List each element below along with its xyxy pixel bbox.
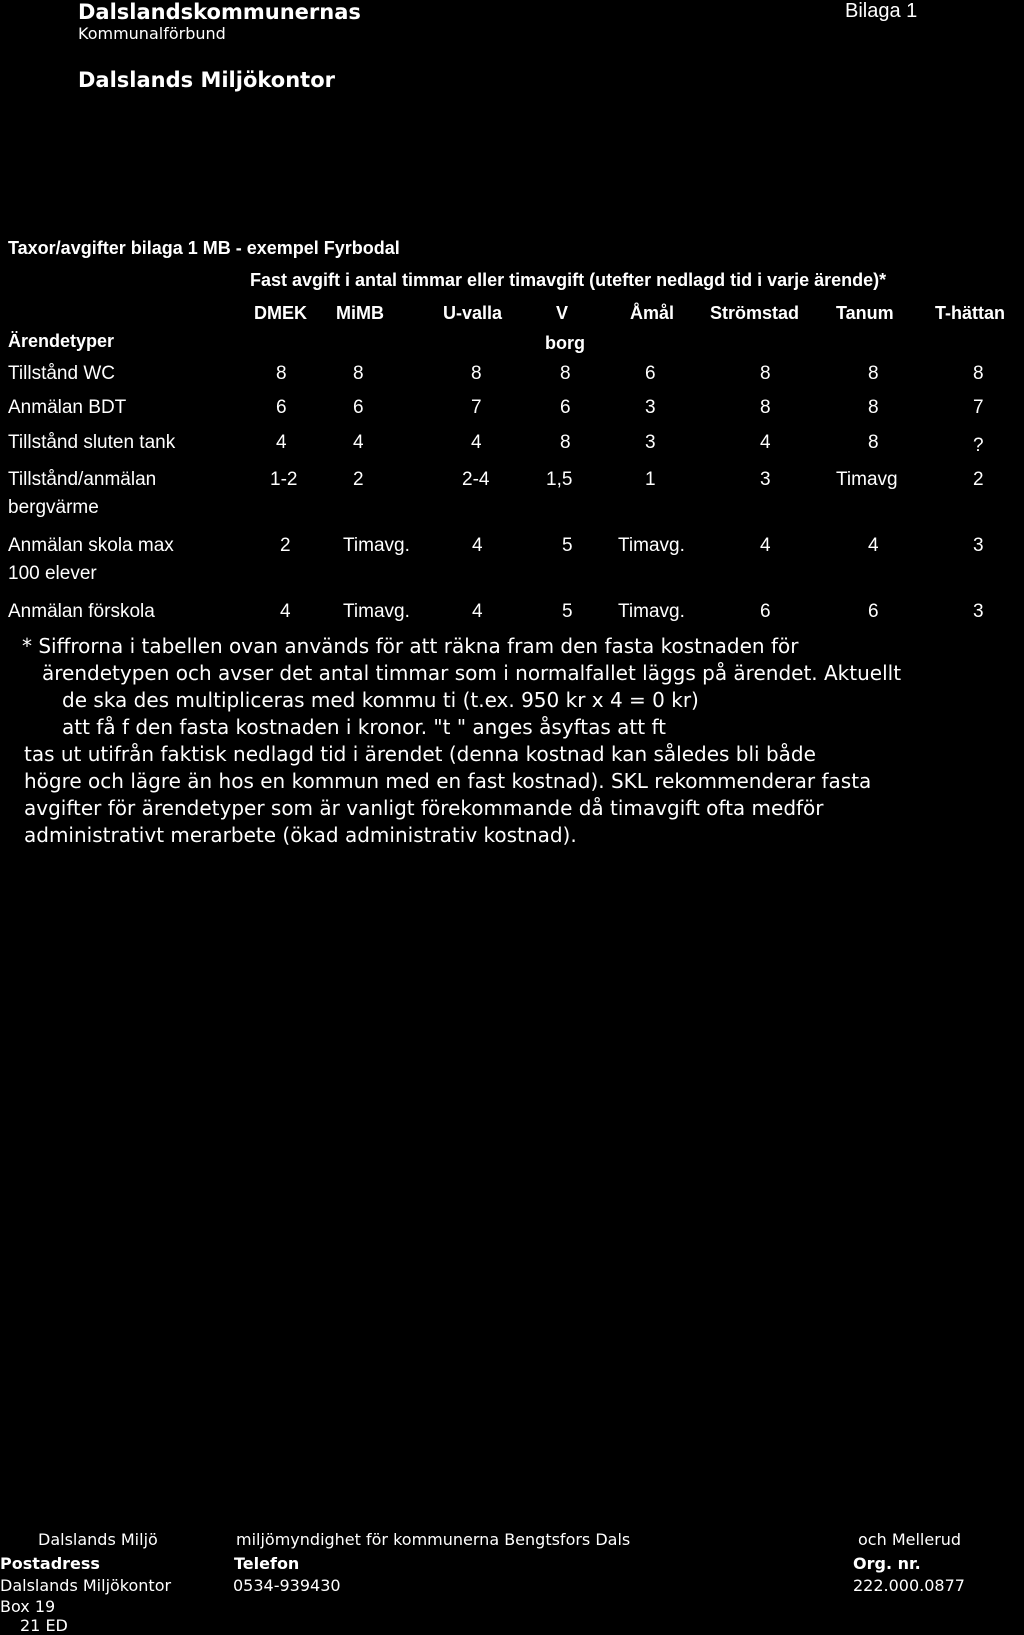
row-header-label: Ärendetyper xyxy=(8,331,115,351)
table-cell: 3 xyxy=(760,469,771,490)
table-cell: 1 xyxy=(645,469,656,490)
table-cell: 8 xyxy=(868,363,879,384)
table-cell: Timavg. xyxy=(618,601,685,622)
office-name: Dalslands Miljökontor xyxy=(78,68,335,92)
row-label: Anmälan BDT xyxy=(8,397,127,418)
column-header: Tanum xyxy=(836,303,894,323)
table-cell: 8 xyxy=(276,363,287,384)
footer-postadress-label: Postadress xyxy=(0,1554,100,1573)
table-cell: 3 xyxy=(645,432,656,453)
table-cell: 4 xyxy=(760,432,771,453)
table-cell: 4 xyxy=(353,432,364,453)
table-cell: 8 xyxy=(868,397,879,418)
footnote-line: administrativt merarbete (ökad administrativ kostnad). xyxy=(24,823,577,847)
row-label-continued: bergvärme xyxy=(8,497,99,518)
footnote-line: att få f den fasta kostnaden i kronor. "t " anges åsyftas att ft xyxy=(62,715,666,739)
table-cell: 8 xyxy=(471,363,482,384)
footer-orgnr-label: Org. nr. xyxy=(853,1554,921,1573)
table-title: Taxor/avgifter bilaga 1 MB - exempel Fyrbodal xyxy=(8,238,400,258)
column-header: U-valla xyxy=(443,303,503,323)
footer-description-end: och Mellerud xyxy=(858,1530,962,1549)
table-cell: 3 xyxy=(973,535,984,556)
table-cell: 8 xyxy=(868,432,879,453)
table-cell: 4 xyxy=(760,535,771,556)
footnote-line: tas ut utifrån faktisk nedlagd tid i ärendet (denna kostnad kan således bli både xyxy=(24,742,816,766)
table-cell: 1,5 xyxy=(546,469,573,490)
table-cell: 8 xyxy=(760,397,771,418)
row-label: Tillstånd WC xyxy=(8,363,115,384)
table-cell: 8 xyxy=(760,363,771,384)
row-label-continued: 100 elever xyxy=(8,563,97,584)
table-cell: 2 xyxy=(353,469,364,490)
column-header: MiMB xyxy=(336,303,384,323)
table-cell: 6 xyxy=(760,601,771,622)
table-subtitle: Fast avgift i antal timmar eller timavgift (utefter nedlagd tid i varje ärende)* xyxy=(250,270,887,290)
table-cell: 2-4 xyxy=(462,469,490,490)
table-cell: 8 xyxy=(560,363,571,384)
table-cell: 6 xyxy=(560,397,571,418)
row-label: Tillstånd sluten tank xyxy=(8,432,176,453)
footer-postadress-line: 21 ED xyxy=(20,1616,68,1635)
table-cell: 8 xyxy=(353,363,364,384)
table-cell: 3 xyxy=(645,397,656,418)
table-cell: 2 xyxy=(280,535,291,556)
footnote-line: ärendetypen och avser det antal timmar som i normalfallet läggs på ärendet. Aktuellt xyxy=(42,661,902,685)
table-cell: 7 xyxy=(973,397,984,418)
table-cell: 4 xyxy=(471,432,482,453)
footnote-line: högre och lägre än hos en kommun med en fast kostnad). SKL rekommenderar fasta xyxy=(24,769,872,793)
footnote-line: avgifter för ärendetyper som är vanligt förekommande då timavgift ofta medför xyxy=(24,796,824,820)
footer-orgnr-value: 222.000.0877 xyxy=(853,1576,965,1595)
row-label: Anmälan skola max xyxy=(8,535,174,556)
table-cell: 6 xyxy=(276,397,287,418)
table-cell: 4 xyxy=(472,535,483,556)
footer-telefon-value: 0534-939430 xyxy=(233,1576,341,1595)
table-cell: 2 xyxy=(973,469,984,490)
table-cell: 4 xyxy=(280,601,291,622)
table-cell: 4 xyxy=(472,601,483,622)
footer-telefon-label: Telefon xyxy=(234,1554,300,1573)
org-subtitle: Kommunalförbund xyxy=(78,24,226,43)
table-cell: 1-2 xyxy=(270,469,298,490)
footer-postadress-line: Box 19 xyxy=(0,1597,56,1616)
column-header: Strömstad xyxy=(710,303,800,323)
table-cell: 6 xyxy=(645,363,656,384)
table-cell: Timavg xyxy=(836,469,898,490)
footer-description: miljömyndighet för kommunerna Bengtsfors Dals xyxy=(236,1530,631,1549)
table-cell: 4 xyxy=(276,432,287,453)
org-name: Dalslandskommunernas xyxy=(78,0,361,24)
table-cell: 5 xyxy=(562,535,573,556)
footer-office-name: Dalslands Miljö xyxy=(38,1530,158,1549)
footer-postadress-line: Dalslands Miljökontor xyxy=(0,1576,172,1595)
table-cell: 7 xyxy=(471,397,482,418)
table-cell: Timavg. xyxy=(343,535,410,556)
footnote-line: de ska des multipliceras med kommu ti (t.ex. 950 kr x 4 = 0 kr) xyxy=(62,688,699,712)
footnote-line: * Siffrorna i tabellen ovan används för att räkna fram den fasta kostnaden för xyxy=(22,634,799,658)
column-header: V xyxy=(556,303,569,323)
table-cell: 3 xyxy=(973,601,984,622)
table-cell: 6 xyxy=(868,601,879,622)
table-cell: Timavg. xyxy=(618,535,685,556)
table-cell: 8 xyxy=(560,432,571,453)
column-header: DMEK xyxy=(254,303,307,323)
table-cell: 6 xyxy=(353,397,364,418)
row-label: Tillstånd/anmälan xyxy=(8,469,157,490)
table-cell: 8 xyxy=(973,363,984,384)
column-header-suffix: borg xyxy=(545,333,585,353)
row-label: Anmälan förskola xyxy=(8,601,155,622)
table-cell: Timavg. xyxy=(343,601,410,622)
table-cell: 4 xyxy=(868,535,879,556)
table-cell: ? xyxy=(973,435,984,456)
column-header: Åmål xyxy=(630,303,675,323)
attachment-label: Bilaga 1 xyxy=(845,0,918,22)
column-header: T-hättan xyxy=(935,303,1005,323)
table-cell: 5 xyxy=(562,601,573,622)
